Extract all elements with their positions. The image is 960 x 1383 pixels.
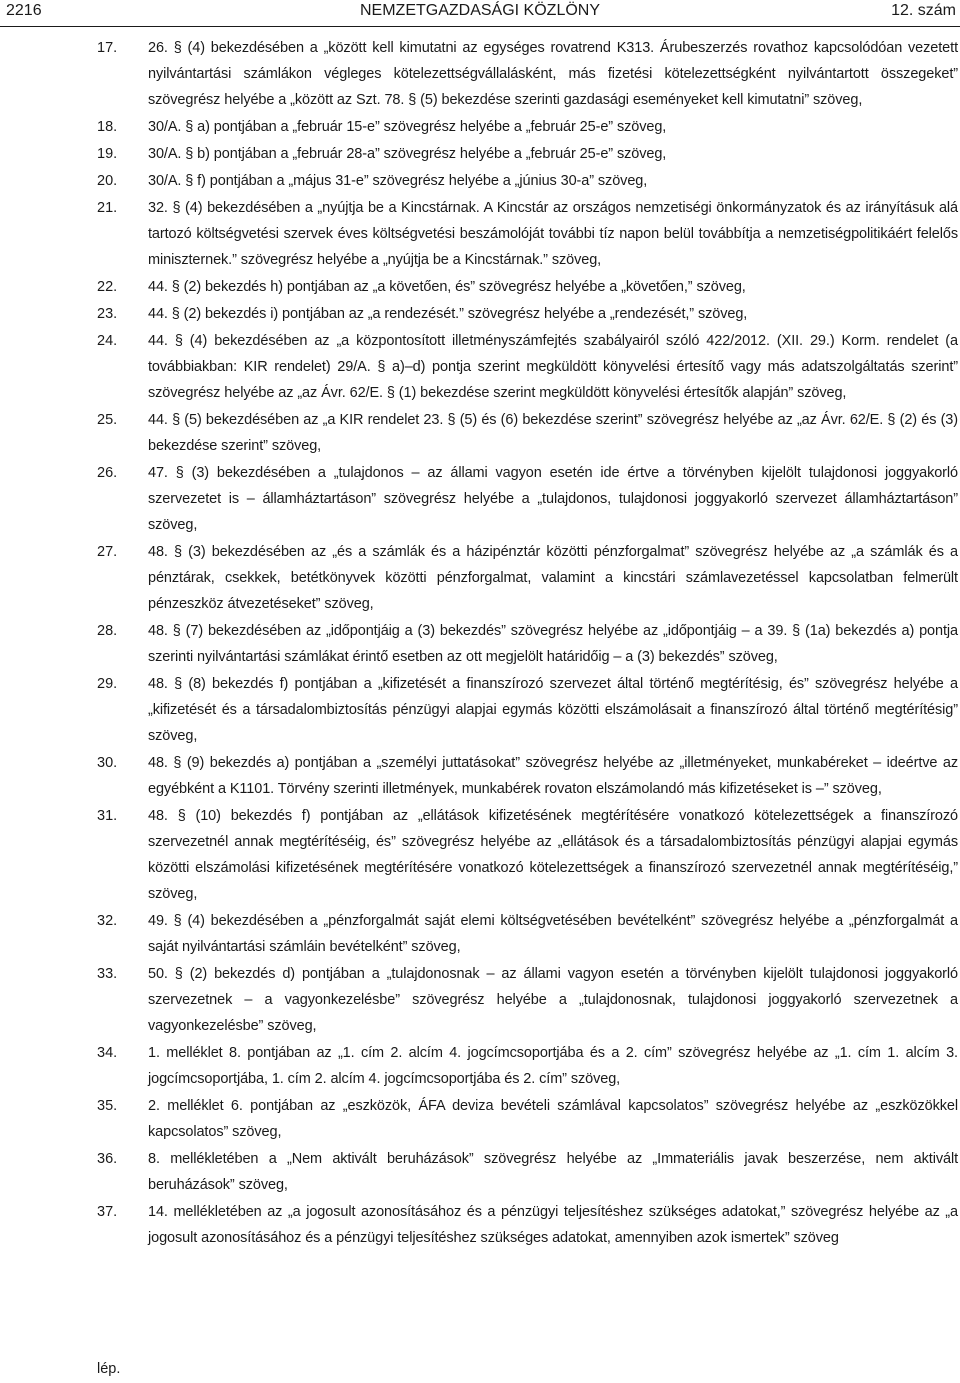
item-number: 20. <box>97 173 118 189</box>
list-item <box>0 1040 960 1092</box>
list-item <box>0 908 960 960</box>
item-text: 48. § (9) bekezdés a) pontjában a „személyi juttatásokat” szövegrész helyébe az „illetményeket, munkabéreket – ideértve az egyébként a K1101. Törvény szerinti illetmények, munkabérek rovaton elszámolandó más kifizetéseket is –” szöveg, <box>148 755 958 797</box>
list-item <box>0 1093 960 1145</box>
page-number: 2216 <box>6 2 42 19</box>
item-text: 32. § (4) bekezdésében a „nyújtja be a Kincstárnak. A Kincstár az országos nemzetiségi önkormányzatok és az irányításuk alá tartozó költségvetési szervek éves költségvetési beszámolóját további tíz napon belül továbbítja a nemzetiségpolitikáért felelős miniszternek.” szövegrész helyébe a „nyújtja be a Kincstárnak.” szöveg, <box>148 200 958 268</box>
item-text: 1. melléklet 8. pontjában az „1. cím 2. alcím 4. jogcímcsoportjába és a 2. cím” szövegrész helyébe az „1. cím 1. alcím 3. jogcímcsoportjába, 1. cím 2. alcím 4. jogcímcsoportjába és 2. cím” szöveg, <box>148 1045 958 1087</box>
list-item <box>0 195 960 273</box>
list-item <box>0 750 960 802</box>
item-number: 28. <box>97 623 118 639</box>
item-text: 44. § (2) bekezdés i) pontjában az „a rendezését.” szövegrész helyébe a „rendezését,” szöveg, <box>148 306 748 322</box>
item-number: 34. <box>97 1045 118 1061</box>
item-number: 32. <box>97 913 118 929</box>
item-text: 44. § (2) bekezdés h) pontjában az „a követően, és” szövegrész helyébe a „követően,” szöveg, <box>148 279 746 295</box>
amendment-list <box>0 35 960 1252</box>
item-text: 30/A. § f) pontjában a „május 31-e” szövegrész helyébe a „június 30-a” szöveg, <box>148 173 648 189</box>
list-item <box>0 141 960 167</box>
item-text: 50. § (2) bekezdés d) pontjában a „tulajdonosnak – az állami vagyon esetén a törvényben kijelölt tulajdonosi joggyakorló szervezetnek – a vagyonkezelésbe” szövegrész helyébe a „tulajdonosnak, tulajdonosi joggyakorló szervezetnek a vagyonkezelésbe” szöveg, <box>148 966 958 1034</box>
item-text: 44. § (4) bekezdésében az „a központosított illetményszámfejtés szabályairól szóló 422/2012. (XII. 29.) Korm. rendelet (a továbbiakban: KIR rendelet) 29/A. § a)–d) pontja szerint megküldött könyvelési értesítő vagy más adatszolgáltatás szerint” szövegrész helyébe az „az Ávr. 62/E. § (1) bekezdése szerint megküldött könyvelési értesítők alapján” szöveg, <box>148 333 958 401</box>
closing-text: lép. <box>97 1361 121 1377</box>
item-number: 23. <box>97 306 118 322</box>
item-text: 48. § (8) bekezdés f) pontjában a „kifizetését a finanszírozó szervezet által történő megtérítésig, és” szövegrész helyébe a „kifizetését és a társadalombiztosítás pénzügyi alapjai egymás közötti elszámolásait a finanszírozó által történő megtérítésig” szöveg, <box>148 676 958 744</box>
item-number: 35. <box>97 1098 118 1114</box>
item-text: 30/A. § a) pontjában a „február 15-e” szövegrész helyébe a „február 25-e” szöveg, <box>148 119 667 135</box>
list-item <box>0 114 960 140</box>
list-item <box>0 274 960 300</box>
item-number: 36. <box>97 1151 118 1167</box>
item-number: 22. <box>97 279 118 295</box>
item-text: 30/A. § b) pontjában a „február 28-a” szövegrész helyébe a „február 25-e” szöveg, <box>148 146 667 162</box>
list-item <box>0 35 960 113</box>
list-item <box>0 328 960 406</box>
list-item <box>0 460 960 538</box>
list-item <box>0 1146 960 1198</box>
journal-title: NEMZETGAZDASÁGI KÖZLÖNY <box>359 2 601 19</box>
item-text: 26. § (4) bekezdésében a „között kell kimutatni az egységes rovatrend K313. Árubeszerzés rovathoz kapcsolódóan vezetett nyilvántartási számlákon végleges kötelezettségvállalásként, más fizetési kötelezettségként nyilvántartott összegeket” szövegrész helyébe a „között az Szt. 78. § (5) bekezdése szerinti gazdasági eseményeket kell kimutatni” szöveg, <box>148 40 958 108</box>
list-item <box>0 961 960 1039</box>
item-number: 26. <box>97 465 118 481</box>
item-number: 31. <box>97 808 118 824</box>
item-text: 48. § (3) bekezdésében az „és a számlák és a házipénztár közötti pénzforgalmat” szövegrész helyébe az „a számlák és a pénztárak, csekkek, betétkönyvek közötti pénzforgalmat, valamint a kincstári számlavezetéssel kapcsolatban felmerült pénzeszköz átvezetéseket” szöveg, <box>148 544 958 612</box>
item-text: 47. § (3) bekezdésében a „tulajdonos – az állami vagyon esetén ide értve a törvényben kijelölt tulajdonosi joggyakorló szervezetet is – államháztartáson” szövegrész helyébe a „tulajdonos, tulajdonosi joggyakorló szervezet államháztartáson” szöveg, <box>148 465 958 533</box>
item-text: 2. melléklet 6. pontjában az „eszközök, ÁFA deviza bevételi számlával kapcsolatos” szövegrész helyébe az „eszközökkel kapcsolatos” szöveg, <box>148 1098 958 1140</box>
list-item <box>0 168 960 194</box>
list-item <box>0 803 960 907</box>
item-number: 37. <box>97 1204 118 1220</box>
item-number: 25. <box>97 412 118 428</box>
issue-number: 12. szám <box>891 2 956 19</box>
list-item <box>0 301 960 327</box>
item-text: 44. § (5) bekezdésében az „a KIR rendelet 23. § (5) és (6) bekezdése szerint” szövegrész helyébe az „az Ávr. 62/E. § (2) és (3) bekezdése szerint” szöveg, <box>148 412 958 454</box>
list-item <box>0 539 960 617</box>
list-item <box>0 618 960 670</box>
list-item <box>0 407 960 459</box>
item-text: 48. § (7) bekezdésében az „időpontjáig a (3) bekezdés” szövegrész helyébe az „időpontjáig – a 39. § (1a) bekezdés a) pontja szerinti nyilvántartási számlákat érintő esetben az ott megjelölt határidőig – a (3) bekezdés” szöveg, <box>148 623 958 665</box>
item-number: 30. <box>97 755 118 771</box>
list-item <box>0 1199 960 1251</box>
item-number: 19. <box>97 146 118 162</box>
item-number: 21. <box>97 200 118 216</box>
item-number: 33. <box>97 966 118 982</box>
item-number: 29. <box>97 676 118 692</box>
item-text: 48. § (10) bekezdés f) pontjában az „ellátások kifizetésének megtérítésére vonatkozó kötelezettségek a finanszírozó szervezetnél annak megtérítéséig, és” szövegrész helyébe az „ellátások és a társadalombiztosítás pénzügyi alapjai egymás közötti elszámolási kifizetésének megtérítésére vonatkozó kötelezettségek a finanszírozó szervezetnél annak megtérítéséig,” szöveg, <box>148 808 958 902</box>
item-text: 49. § (4) bekezdésében a „pénzforgalmát saját elemi költségvetésében bevételként” szövegrész helyébe a „pénzforgalmát a saját nyilvántartási számláin bevételként” szöveg, <box>148 913 958 955</box>
item-number: 27. <box>97 544 118 560</box>
header-rule <box>0 26 960 27</box>
item-number: 24. <box>97 333 118 349</box>
item-number: 17. <box>97 40 118 56</box>
list-item <box>0 671 960 749</box>
page-header <box>0 0 960 26</box>
item-number: 18. <box>97 119 118 135</box>
item-text: 8. mellékletében a „Nem aktivált beruházások” szövegrész helyébe az „Immateriális javak beszerzése, nem aktivált beruházások” szöveg, <box>148 1151 958 1193</box>
item-text: 14. mellékletében az „a jogosult azonosításához és a pénzügyi teljesítéshez szükséges adatokat,” szövegrész helyébe az „a jogosult azonosításához és a pénzügyi teljesítéshez szükséges adatokat, amennyiben azok ismertek” szöveg <box>148 1204 958 1246</box>
